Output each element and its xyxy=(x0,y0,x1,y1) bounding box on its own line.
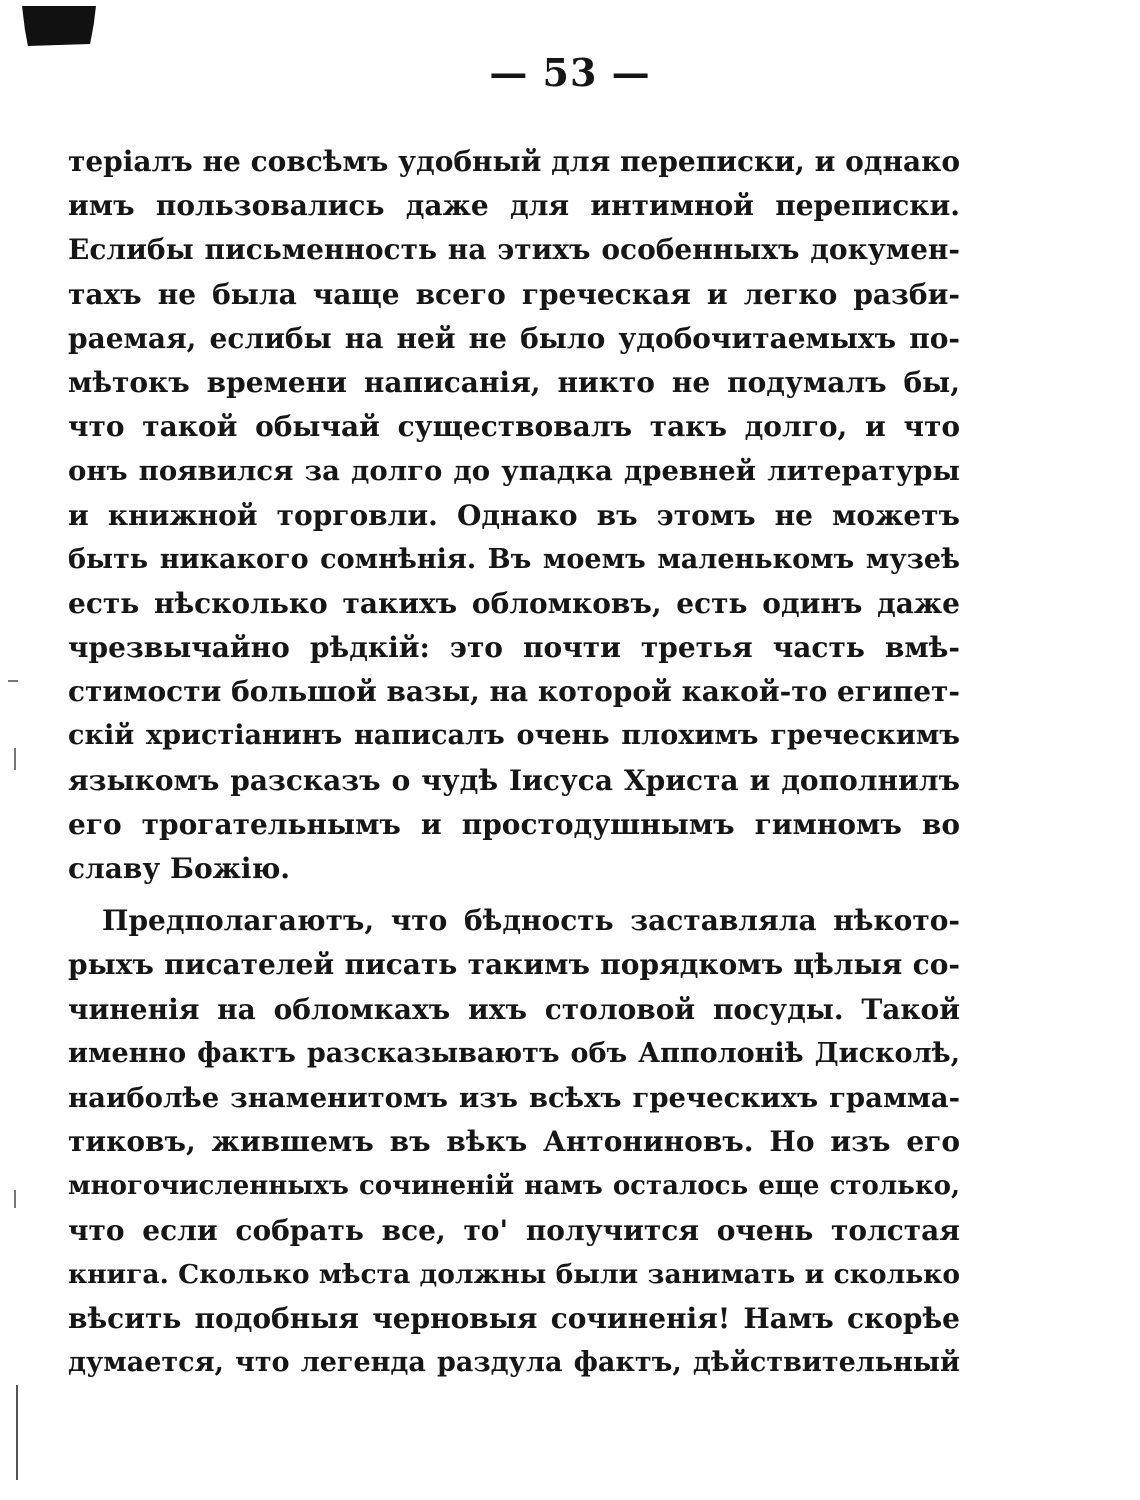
text-line: быть никакого сомнѣнія. Въ моемъ маленькомъ музеѣ xyxy=(68,543,960,575)
text-line: скій христіанинъ написалъ очень плохимъ греческимъ xyxy=(68,720,960,752)
text-line: стимости большой вазы, на которой какой-то египет- xyxy=(68,675,960,709)
margin-tick xyxy=(14,1190,16,1208)
text-line: его трогательнымъ и простодушнымъ гимномъ во xyxy=(68,807,960,841)
text-line: чрезвычайно рѣдкій: это почти третья часть вмѣ- xyxy=(68,631,960,665)
text-line: имъ пользовались даже для интимной переписки. xyxy=(68,189,960,223)
text-line: мѣтокъ времени написанія, никто не подумалъ бы, xyxy=(68,365,960,399)
text-line: языкомъ разсказъ о чудѣ Іисуса Христа и дополнилъ xyxy=(68,763,960,797)
text-line: тиковъ, жившемъ въ вѣкъ Антониновъ. Но изъ его xyxy=(68,1125,960,1159)
text-line: что такой обычай существовалъ такъ долго, и что xyxy=(68,410,960,444)
text-line: Еслибы письменность на этихъ особенныхъ докумен- xyxy=(68,233,960,267)
text-line: онъ появился за долго до упадка древней литературы xyxy=(68,455,960,488)
paragraph-2 xyxy=(68,899,960,1385)
text-line: вѣсить подобныя черновыя сочиненія! Намъ скорѣе xyxy=(68,1301,960,1335)
text-line: раемая, еслибы на ней не было удобочитаемыхъ по- xyxy=(68,321,960,355)
text-line: книга. Сколько мѣста должны были занимать и сколько xyxy=(68,1258,960,1290)
page-number: — 53 — xyxy=(489,50,651,95)
text-line: есть нѣсколько такихъ обломковъ, есть одинъ даже xyxy=(68,586,960,620)
text-line: тахъ не была чаще всего греческая и легко разби- xyxy=(68,277,960,311)
text-line: чиненія на обломкахъ ихъ столовой посуды. Такой xyxy=(68,992,960,1026)
text-line: рыхъ писателей писать такимъ порядкомъ цѣлыя со- xyxy=(68,948,960,982)
body-text xyxy=(68,140,960,1385)
margin-tick xyxy=(14,748,16,770)
text-line: что если собрать все, то' получится очень толстая xyxy=(68,1213,960,1247)
text-line: многочисленныхъ сочиненій намъ осталось еще столько, xyxy=(68,1171,960,1202)
text-line: славу Божію. xyxy=(68,852,291,885)
paragraph-1 xyxy=(68,140,960,891)
text-line: именно фактъ разсказываютъ объ Апполоніѣ Дисколѣ, xyxy=(68,1037,960,1069)
text-line: теріалъ не совсѣмъ удобный для переписки, и однако xyxy=(68,145,960,178)
ink-blot-mark xyxy=(22,6,96,46)
text-line: наиболѣе знаменитомъ изъ всѣхъ греческихъ грамма- xyxy=(68,1081,960,1114)
text-line: думается, что легенда раздула фактъ, дѣйствительный xyxy=(68,1347,960,1379)
margin-rule xyxy=(16,1385,18,1480)
text-line: Предполагаютъ, что бѣдность заставляла нѣкото- xyxy=(102,904,960,938)
margin-tick xyxy=(8,680,18,682)
text-line: и книжной торговли. Однако въ этомъ не можетъ xyxy=(68,498,960,532)
